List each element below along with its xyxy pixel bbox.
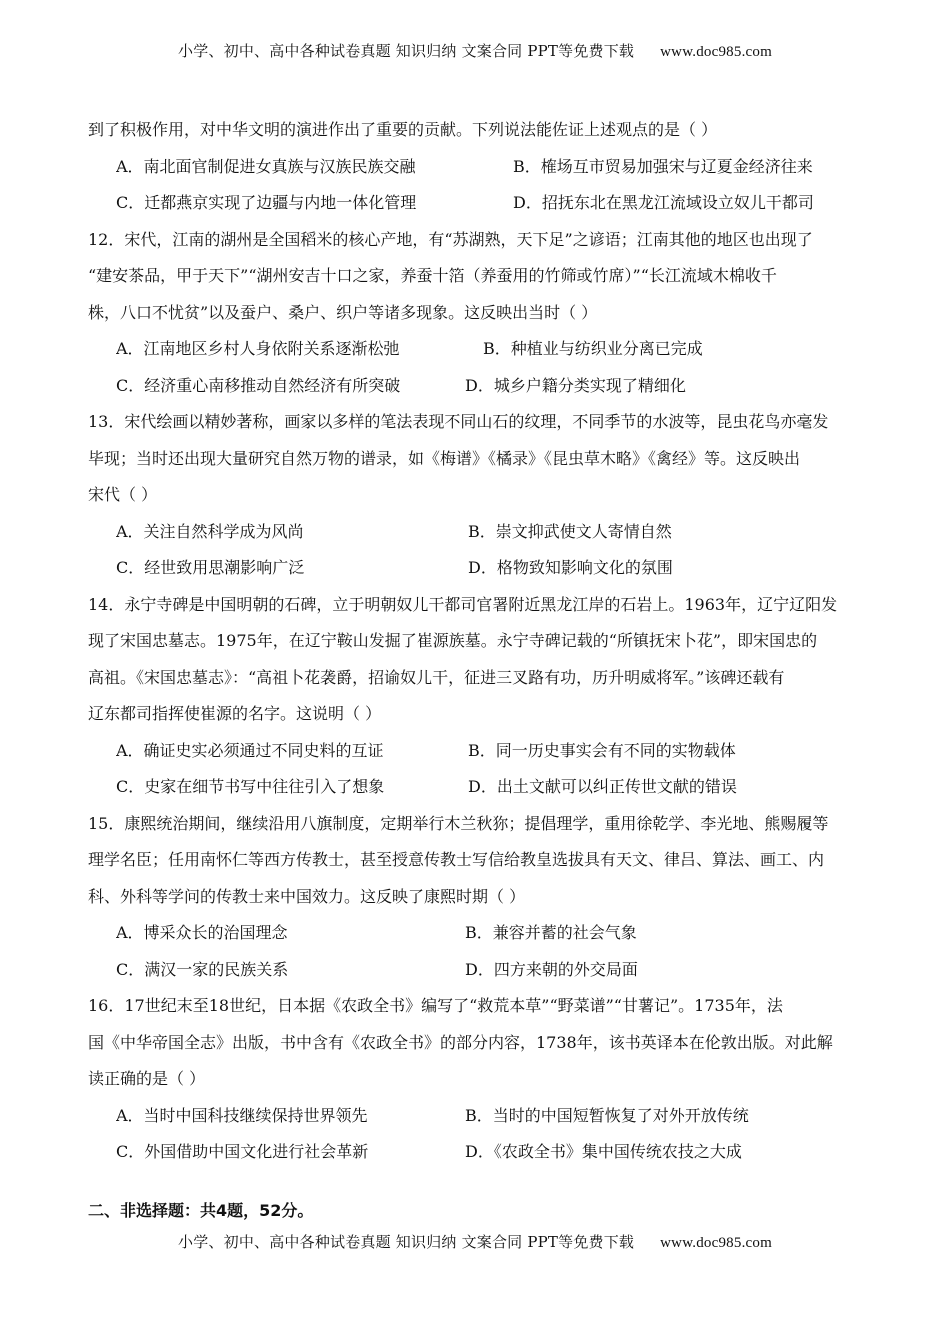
option-d[interactable]: D．格物致知影响文化的氛围: [468, 558, 673, 577]
question-stem: 国《中华帝国全志》出版，书中含有《农政全书》的部分内容，1738年，该书英译本在伦敦出版。对此解: [88, 1032, 833, 1052]
option-a[interactable]: A．博采众长的治国理念: [116, 923, 288, 942]
question-stem: 株，八口不忧贫”以及蚕户、桑户、织户等诸多现象。这反映出当时（ ）: [88, 302, 598, 322]
option-c[interactable]: C．史家在细节书写中往往引入了想象: [116, 777, 385, 796]
option-b[interactable]: B．榷场互市贸易加强宋与辽夏金经济往来: [513, 156, 813, 176]
option-b[interactable]: B．崇文抑武使文人寄情自然: [468, 521, 672, 541]
option-row: [88, 952, 863, 989]
option-row: [88, 733, 863, 770]
question-stem: 现了宋国忠墓志。1975年，在辽宁鞍山发掘了崔源族墓。永宁寺碑记载的“所镇抚宋卜花”，即宋国忠的: [88, 631, 818, 650]
option-c[interactable]: C．经世致用思潮影响广泛: [116, 558, 305, 577]
page-footer: [0, 1231, 950, 1252]
question-stem: 理学名臣；任用南怀仁等西方传教士，甚至授意传教士写信给教皇选拔具有天文、律吕、算法、画工、内: [88, 850, 825, 869]
question-13: [88, 404, 863, 587]
question-stem: 毕现；当时还出现大量研究自然万物的谱录，如《梅谱》《橘录》《昆虫草木略》《禽经》等。这反映出: [88, 448, 801, 468]
page-header: [0, 40, 950, 61]
option-row: [88, 1134, 863, 1171]
question-stem: 14．永宁寺碑是中国明朝的石碑，立于明朝奴儿干都司官署附近黑龙江岸的石岩上。1963年，辽宁辽阳发: [88, 594, 838, 614]
question-16: [88, 988, 863, 1171]
question-stem: 宋代（ ）: [88, 485, 158, 504]
option-row: [88, 769, 863, 806]
option-row: [88, 915, 863, 952]
option-row: [88, 331, 863, 368]
question-stem: 读正确的是（ ）: [88, 1069, 206, 1088]
footer-text: 小学、初中、高中各种试卷真题 知识归纳 文案合同 PPT等免费下载: [178, 1233, 635, 1251]
option-d[interactable]: D．招抚东北在黑龙江流域设立奴儿干都司: [513, 193, 814, 212]
option-a[interactable]: A．当时中国科技继续保持世界领先: [116, 1105, 368, 1125]
option-a[interactable]: A．江南地区乡村人身依附关系逐渐松弛: [116, 339, 400, 358]
question-stem: 科、外科等学问的传教士来中国效力。这反映了康熙时期（ ）: [88, 886, 526, 906]
option-row: [88, 149, 863, 186]
question-stem: 高祖。《宋国忠墓志》：“高祖卜花袭爵，招谕奴儿干，征进三叉路有功，历升明威将军。”该碑还载有: [88, 667, 785, 687]
option-c[interactable]: C．满汉一家的民族关系: [116, 959, 289, 979]
option-b[interactable]: B．当时的中国短暂恢复了对外开放传统: [465, 1105, 749, 1125]
question-15: [88, 806, 863, 989]
option-d[interactable]: D．《农政全书》集中国传统农技之大成: [465, 1142, 742, 1161]
option-c[interactable]: C．迁都燕京实现了边疆与内地一体化管理: [116, 193, 417, 212]
questions: [88, 112, 863, 1171]
option-row: [88, 1098, 863, 1135]
footer-url[interactable]: www.doc985.com: [660, 1235, 772, 1251]
option-a[interactable]: A．确证史实必须通过不同史料的互证: [116, 740, 384, 760]
option-row: [88, 368, 863, 405]
question-stem: 16．17世纪末至18世纪，日本据《农政全书》编写了“救荒本草”“野菜谱”“甘薯记”。1735年，法: [88, 996, 783, 1015]
option-b[interactable]: B．兼容并蓄的社会气象: [465, 923, 637, 942]
question-stem: 12．宋代，江南的湖州是全国稻米的核心产地，有“苏湖熟，天下足”之谚语；江南其他的地区也出现了: [88, 229, 813, 249]
option-a[interactable]: A．南北面官制促进女真族与汉族民族交融: [116, 156, 416, 176]
header-url[interactable]: www.doc985.com: [660, 44, 772, 60]
question-stem: “建安茶品，甲于天下”“湖州安吉十口之家，养蚕十箔（养蚕用的竹筛或竹席）”“长江流域木棉收千: [88, 266, 777, 285]
question-stem: 15．康熙统治期间，继续沿用八旗制度，定期举行木兰秋狝；提倡理学，重用徐乾学、李光地、熊赐履等: [88, 813, 829, 833]
question-stem: 辽东都司指挥使崔源的名字。这说明（ ）: [88, 704, 382, 723]
option-row: [88, 514, 863, 551]
question-stem: 13．宋代绘画以精妙著称，画家以多样的笔法表现不同山石的纹理，不同季节的水波等，昆虫花鸟亦毫发: [88, 412, 829, 431]
option-b[interactable]: B．同一历史事实会有不同的实物载体: [468, 740, 736, 760]
option-d[interactable]: D．四方来朝的外交局面: [465, 959, 638, 979]
question-stem: 到了积极作用，对中华文明的演进作出了重要的贡献。下列说法能佐证上述观点的是（ ）: [88, 120, 718, 139]
option-row: [88, 550, 863, 587]
section-title: 二、非选择题：共4题，52分。: [88, 1201, 314, 1220]
option-d[interactable]: D．出土文献可以纠正传世文献的错误: [468, 777, 737, 796]
option-d[interactable]: D．城乡户籍分类实现了精细化: [465, 375, 686, 395]
option-c[interactable]: C．经济重心南移推动自然经济有所突破: [116, 375, 401, 395]
option-row: [88, 185, 863, 222]
header-text: 小学、初中、高中各种试卷真题 知识归纳 文案合同 PPT等免费下载: [178, 42, 635, 60]
question-14: [88, 587, 863, 806]
option-a[interactable]: A．关注自然科学成为风尚: [116, 521, 304, 541]
question-11: [88, 112, 863, 222]
option-b[interactable]: B．种植业与纺织业分离已完成: [483, 339, 703, 358]
option-c[interactable]: C．外国借助中国文化进行社会革新: [116, 1142, 369, 1161]
question-12: [88, 222, 863, 405]
